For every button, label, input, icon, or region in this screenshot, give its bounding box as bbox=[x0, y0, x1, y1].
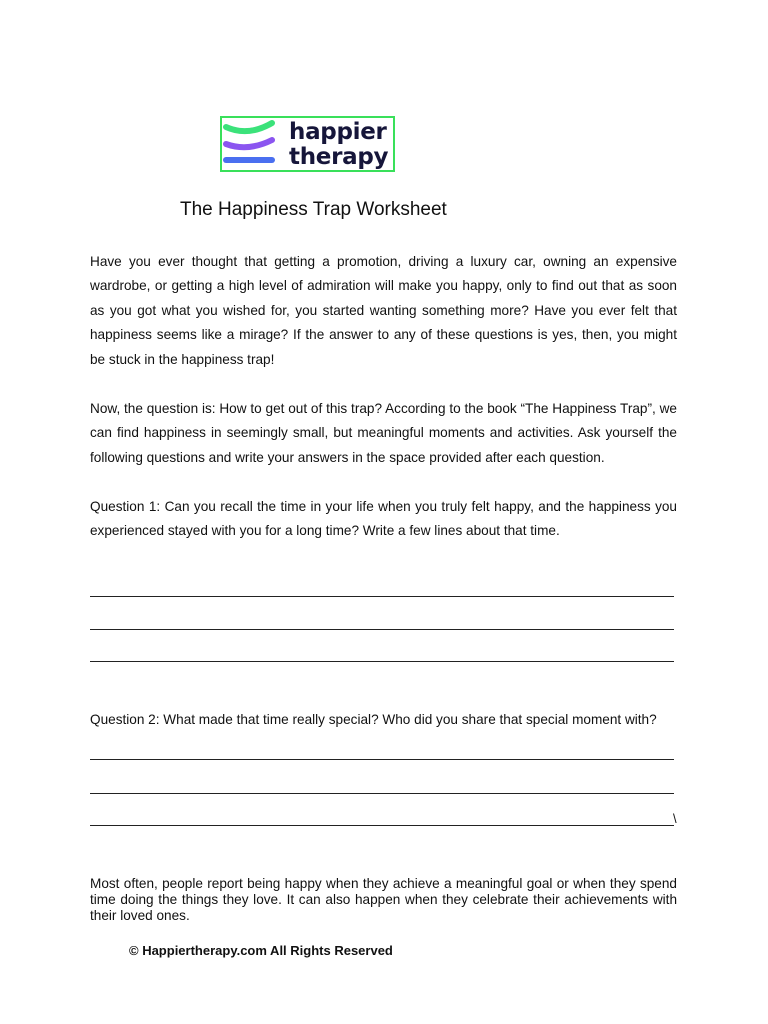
question-2: Question 2: What made that time really special? Who did you share that special moment with? bbox=[90, 712, 657, 727]
answer-line-q1-2[interactable] bbox=[90, 629, 674, 630]
answer-line-q1-1[interactable] bbox=[90, 596, 674, 597]
answer-line-q2-1[interactable] bbox=[90, 759, 674, 760]
logo-line-1: happier bbox=[289, 119, 387, 145]
closing-paragraph: Most often, people report being happy when they achieve a meaningful goal or when they spend time doing the things they love. It can also happen when they celebrate their achievements with their loved ones. bbox=[90, 876, 677, 923]
intro-paragraph: Have you ever thought that getting a promotion, driving a luxury car, owning an expensive wardrobe, or getting a high level of admiration will make you happy, only to find out that as soon as you got what you wished for, you started wanting something more? Have you ever felt that happiness seems like a mirage? If the answer to any of these questions is yes, then, you might be stuck in the happiness trap! bbox=[90, 254, 677, 367]
logo-wordmark bbox=[289, 120, 388, 170]
page-title: The Happiness Trap Worksheet bbox=[180, 199, 447, 220]
logo-line-2: therapy bbox=[289, 144, 389, 170]
answer-line-q1-3[interactable] bbox=[90, 661, 674, 662]
question-1: Question 1: Can you recall the time in your life when you truly felt happy, and the happiness you experienced stayed with you for a long time? Write a few lines about that time. bbox=[90, 499, 677, 539]
answer-line-q2-2[interactable] bbox=[90, 793, 674, 794]
instructions-paragraph: Now, the question is: How to get out of this trap? According to the book “The Happiness Trap”, we can find happiness in seemingly small, but meaningful moments and activities. Ask yourself the following questions and write your answers in the space provided after each question. bbox=[90, 401, 677, 465]
trailing-backslash: \ bbox=[673, 811, 677, 826]
answer-line-q2-3[interactable] bbox=[90, 825, 674, 826]
copyright-footer: © Happiertherapy.com All Rights Reserved bbox=[129, 943, 393, 958]
happier-therapy-logo bbox=[220, 116, 395, 172]
